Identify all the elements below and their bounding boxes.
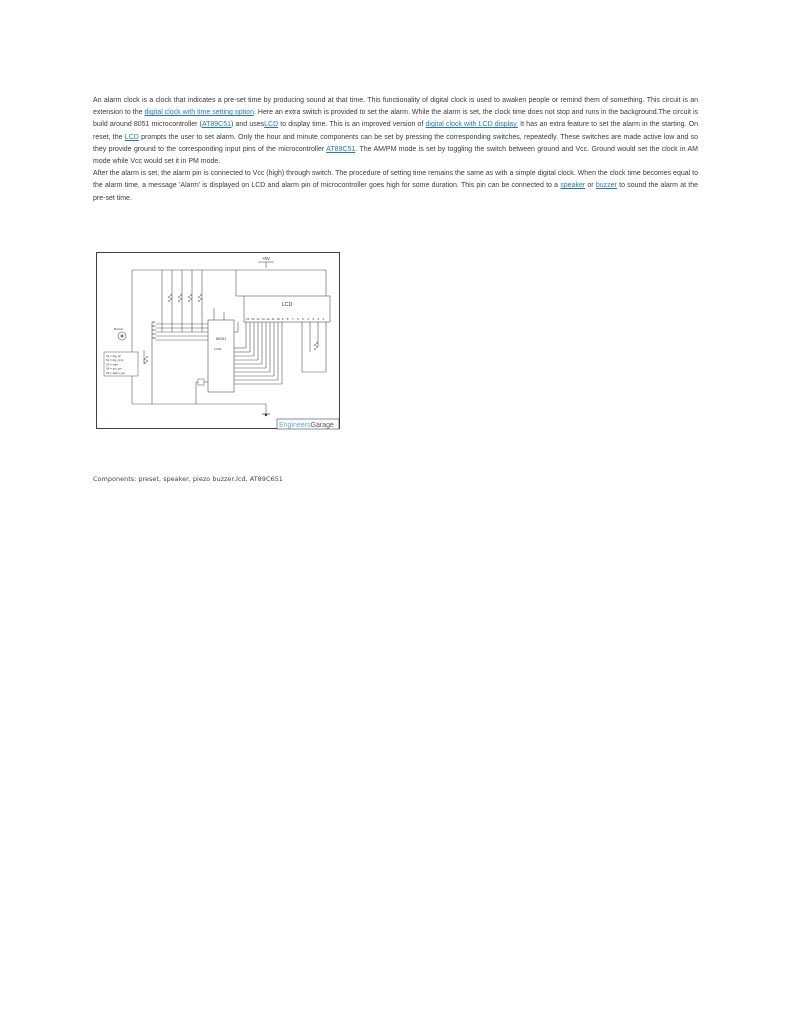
lcd-pin-label: 1 (322, 317, 325, 321)
lcd-pin-label: 6 (297, 317, 299, 321)
brand-logo: EngineersGarage (279, 422, 334, 429)
mcu-pin-label: LCD1 (214, 347, 222, 351)
switch-label: S5 (152, 336, 156, 340)
text-run: After the alarm is set, the alarm pin is connected to Vcc (high) through switch. The procedure of setting time remains the same as with a simple digital clock. When the clock time becomes equal to the alarm time, a message ‘Alarm’ is displayed on LCD and alarm pin of microcontroller goes high for some duration. This pin can be connected to a (93, 170, 698, 190)
link-buzzer[interactable]: buzzer (595, 182, 617, 190)
link-at89c51[interactable]: AT89C51 (201, 121, 232, 129)
link-at89c51-2[interactable]: AT89C51 (326, 145, 356, 153)
text-run: to sound the alarm at the pre-set time. (93, 182, 698, 202)
lcd-label: LCD (281, 302, 293, 308)
lcd-pin-label: 10 (276, 317, 280, 321)
text-run: or (585, 182, 596, 190)
legend-entry: S1 = dig_hr/ (106, 354, 122, 358)
text-run: . The AM/PM mode is set by toggling the switch between ground and Vcc. Ground would set the clock in AM mode while Vcc would set it in PM mode. (93, 145, 698, 166)
components-text: Components: preset, speaker, piezo buzzer,lcd, AT89C651 (93, 475, 283, 483)
legend-entry: S3 = start (106, 362, 119, 367)
text-run: prompts the user to set alarm. Only the hour and minute components can be set by pressing the corresponding switches, repeatedly. These switches are made active low and so they provide ground to the corresponding input pins of the microcontroller (93, 133, 698, 153)
lcd-pin-label: 16 (246, 317, 250, 321)
components-line (93, 475, 283, 483)
lcd-pin-label: 12 (266, 317, 270, 321)
text-run: It has an extra feature to set the alarm in the starting. On reset, the (93, 121, 699, 141)
switch-label: S2 (152, 324, 156, 328)
lcd-pin-label: 7 (291, 317, 294, 321)
body-text (93, 95, 698, 205)
link-speaker[interactable]: speaker (560, 182, 586, 190)
text-run: An alarm clock is a clock that indicates a pre-set time by producing sound at that time. This functionality of digital clock is used to awaken people or remind them of something. This circuit is an extension to the (93, 97, 698, 117)
switch-label: S4 (152, 332, 156, 336)
lcd-pin-label: 5 (302, 317, 304, 321)
legend-entry: S5 = alarm_set (106, 370, 125, 375)
switch-label: S1 (152, 320, 156, 324)
lcd-pin-label: 3 (312, 317, 314, 321)
lcd-pin-label: 8 (286, 317, 289, 321)
lcd-pin-label: 14 (256, 317, 260, 321)
legend-entry: S4 = am_pm (106, 366, 122, 371)
link-lcd[interactable]: LCD (264, 121, 279, 129)
paragraph-alarm (93, 168, 698, 205)
legend-entry: S2 = dig_min/ (106, 358, 124, 363)
lcd-pin-label: 4 (307, 317, 309, 321)
switch-labels (152, 320, 156, 340)
lcd-pin-label: 13 (261, 317, 265, 321)
text-run: ) and uses (231, 121, 265, 129)
lcd-pin-label: 11 (271, 317, 275, 321)
lcd-pin-label: 2 (317, 317, 320, 321)
buzzer-label: Buzzer (114, 327, 124, 331)
link-lcd-2[interactable]: LCD (124, 133, 139, 141)
lcd-pin-label: 15 (251, 317, 255, 321)
text-run: . Here an extra switch is provided to set the alarm. While the alarm is set, the clock time does not stop and runs in the background.The circuit is build around 8051 microcontroller ( (93, 109, 698, 129)
text-run: to display time. This is an improved version of (278, 121, 426, 129)
paragraph-intro (93, 95, 698, 168)
switch-label: S3 (152, 328, 156, 332)
supply-label: +5V (261, 256, 271, 261)
mcu-label: 89C51 (215, 337, 227, 341)
lcd-pin-label: 9 (281, 317, 284, 321)
circuit-diagram (96, 252, 341, 430)
link-digital-clock-lcd[interactable]: digital clock with LCD display. (425, 121, 518, 129)
link-digital-clock-time-setting[interactable]: digital clock with time setting option (144, 109, 254, 117)
